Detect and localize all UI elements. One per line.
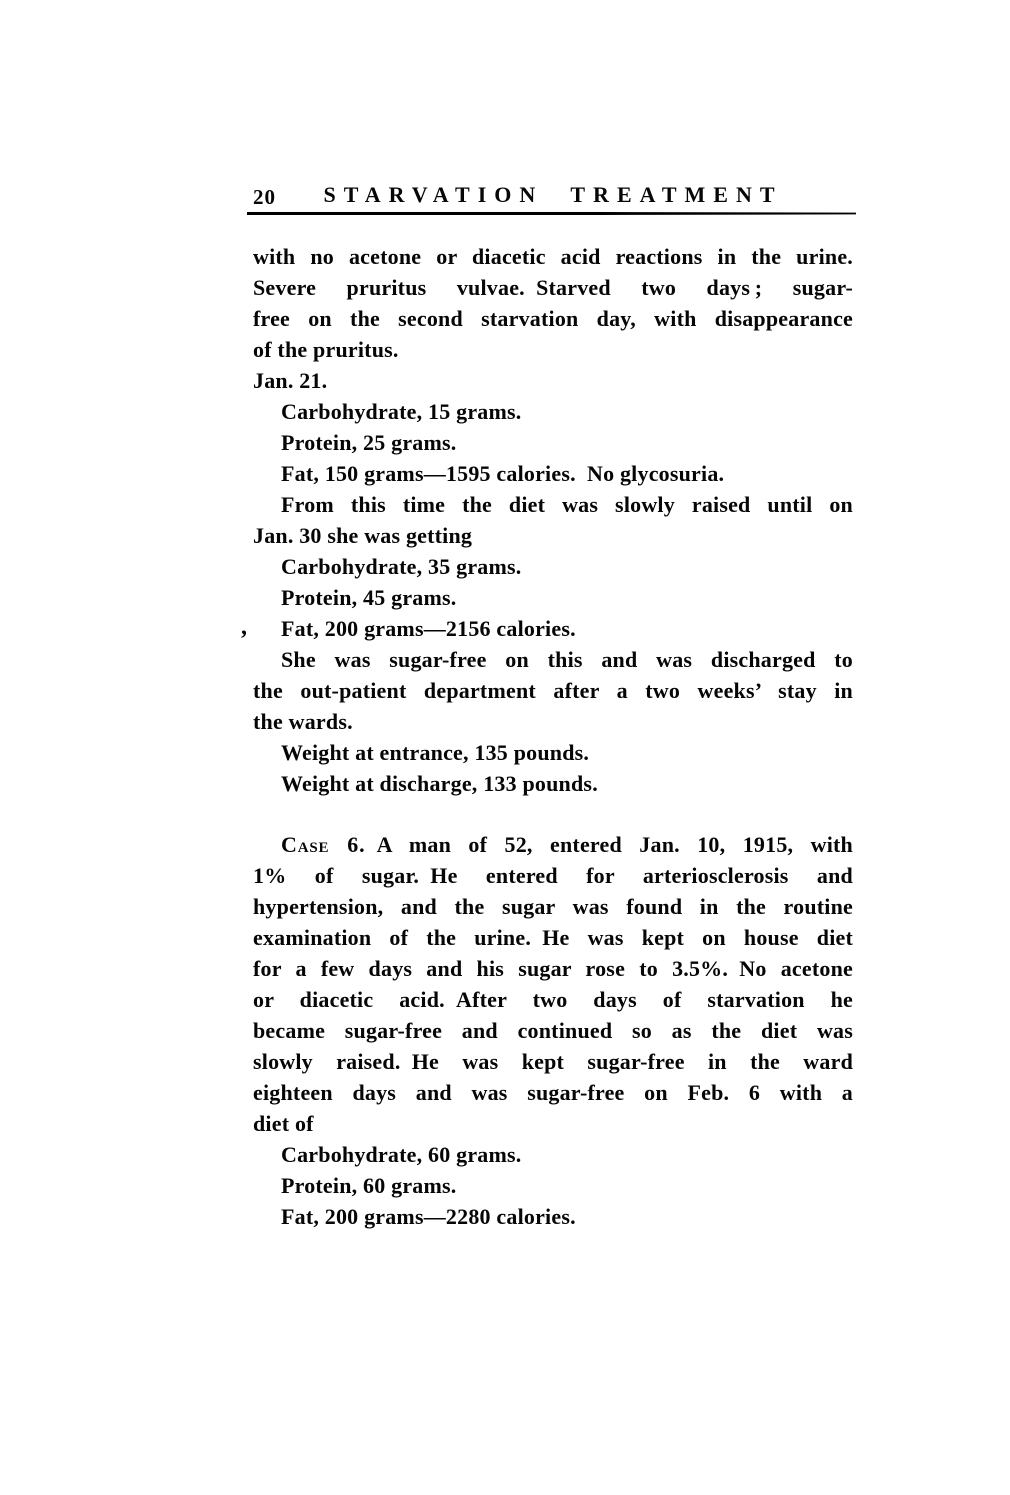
text-line: Fat, 200 grams—2280 calories. (281, 1204, 576, 1229)
text-line: 1% of sugar. He entered for arteriosclerosis and (253, 863, 853, 888)
text-line: diet of (253, 1111, 314, 1136)
text-line: or diacetic acid. After two days of starvation he (253, 987, 853, 1012)
running-title: STARVATION TREATMENT (323, 182, 783, 207)
text-line: Protein, 60 grams. (281, 1173, 457, 1198)
text-line: free on the second starvation day, with disappearance (253, 306, 853, 331)
running-head (253, 182, 853, 210)
paragraph-gap (253, 799, 853, 829)
text-line: From this time the diet was slowly raised until on (281, 492, 853, 517)
text-line: became sugar-free and continued so as the diet was (253, 1018, 853, 1043)
text-line: Weight at entrance, 135 pounds. (281, 740, 590, 765)
text-line: for a few days and his sugar rose to 3.5%. No acetone (253, 956, 853, 981)
text-line: Jan. 21. (253, 368, 328, 393)
text-line-case-heading (253, 829, 853, 860)
text-line: Protein, 25 grams. (281, 430, 457, 455)
text-line: of the pruritus. (253, 337, 399, 362)
header-rule (247, 212, 856, 215)
text-line: examination of the urine. He was kept on house diet (253, 925, 853, 950)
text-line: Carbohydrate, 15 grams. (281, 399, 522, 424)
text-line: with no acetone or diacetic acid reactions in the urine. (253, 244, 853, 269)
text-line: She was sugar-free on this and was discharged to (281, 647, 853, 672)
body-text (253, 241, 853, 1232)
text-line: the out-patient department after a two weeks’ stay in (253, 678, 853, 703)
case-rest: A man of 52, entered Jan. 10, 1915, with (365, 832, 853, 857)
text-line: Fat, 200 grams—2156 calories. (281, 616, 576, 641)
case-label: Case 6. (281, 832, 366, 857)
stray-ink-mark: , (241, 614, 247, 640)
text-line: Severe pruritus vulvae. Starved two days ; sugar- (253, 275, 853, 300)
text-line: slowly raised. He was kept sugar-free in the ward (253, 1049, 853, 1074)
text-line: Carbohydrate, 60 grams. (281, 1142, 522, 1167)
page-number: 20 (253, 185, 276, 209)
text-line: hypertension, and the sugar was found in the routine (253, 894, 853, 919)
text-line: Carbohydrate, 35 grams. (281, 554, 522, 579)
text-line: eighteen days and was sugar-free on Feb. 6 with a (253, 1080, 853, 1105)
text-line: Fat, 150 grams—1595 calories. No glycosuria. (281, 461, 725, 486)
text-line: Protein, 45 grams. (281, 585, 457, 610)
text-line: Weight at discharge, 133 pounds. (281, 771, 598, 796)
text-line: Jan. 30 she was getting (253, 523, 473, 548)
text-line: the wards. (253, 709, 353, 734)
